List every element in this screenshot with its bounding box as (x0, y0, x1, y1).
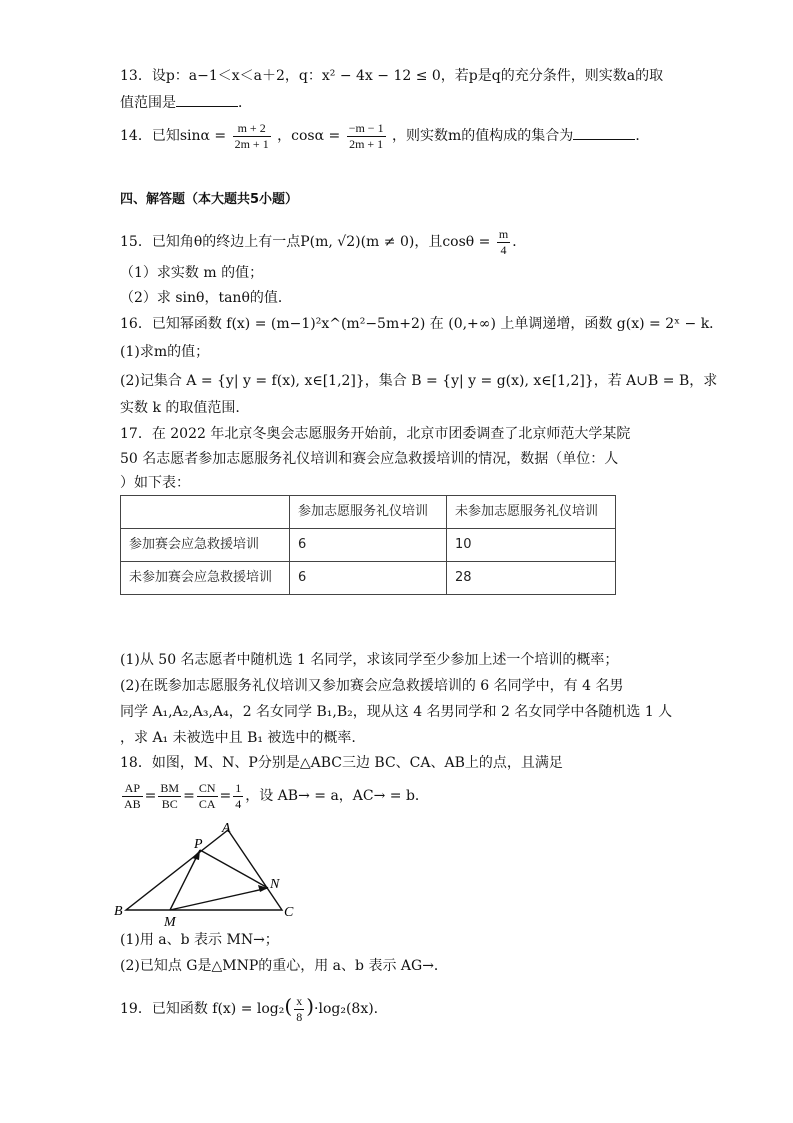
label-a: A (222, 821, 231, 836)
q17-part1: (1)从 50 名志愿者中随机选 1 名同学，求该同学至少参加上述一个培训的概率； (120, 652, 619, 668)
q14-frac2-den: 2m + 1 (349, 136, 384, 151)
table-cell: 10 (447, 529, 616, 562)
frac-den: CA (198, 796, 216, 811)
q14-frac-sin (233, 121, 271, 152)
table-row (121, 529, 616, 562)
q16-part2: (2)记集合 A = {y| y = f(x), x∈[1,2]}，集合 B = {y| y = g(x), x∈[1,2]}，若 A∪B = B，求 (120, 373, 718, 389)
q13-line1 (120, 66, 663, 86)
q18-frac-ap-ab (122, 781, 143, 812)
q14-answer-blank (573, 125, 635, 140)
q15-text: 15．已知角θ的终边上有一点P(m, √2)(m ≠ 0)，且cosθ = (120, 234, 491, 250)
q13-text: 13．设p：a−1＜x＜a＋2，q：x² − 4x − 12 ≤ 0，若p是q的充分条件，则实数a的取 (120, 68, 664, 84)
q13-text2: 值范围是 (120, 95, 176, 111)
q15-frac-den: 4 (500, 242, 507, 257)
q19-suffix: ·log₂(8x). (314, 1001, 379, 1017)
q15-frac-num: m (498, 226, 509, 241)
q16-line1: 16．已知幂函数 f(x) = (m−1)²x^(m²−5m+2) 在 (0,+∞) 上单调递增，函数 g(x) = 2ˣ − k． (120, 316, 724, 332)
q17-line3: ）如下表： (120, 475, 190, 491)
q19-frac (294, 994, 304, 1025)
section-title: 四、解答题（本大题共5小题） (120, 192, 299, 207)
q14-prefix: 14．已知sinα = (120, 128, 227, 144)
q15-frac (497, 227, 510, 258)
q16-part2b: 实数 k 的取值范围. (120, 400, 240, 416)
q16-part1: (1)求m的值； (120, 344, 210, 360)
frac-num: CN (198, 780, 216, 795)
q14-end: ． (635, 128, 650, 144)
table-cell: 未参加赛会应急救援培训 (121, 562, 290, 595)
frac-num: 1 (235, 780, 242, 795)
table-header-cell: 未参加志愿服务礼仪培训 (447, 496, 616, 529)
q19-prefix: 19．已知函数 f(x) = log₂ (120, 1001, 285, 1017)
frac-den: 4 (235, 796, 242, 811)
triangle-abc (126, 830, 282, 910)
table-cell: 参加赛会应急救援培训 (121, 529, 290, 562)
segment-mn (170, 888, 268, 910)
q17-data-table (120, 495, 616, 595)
q14-suffix: ，则实数m的值构成的集合为 (392, 128, 574, 144)
q18-frac-quarter (233, 781, 243, 812)
q15-part2: （2）求 sinθ，tanθ的值． (120, 290, 292, 306)
q18-part1: (1)用 a、b 表示 MN→； (120, 932, 279, 948)
q18-frac-cn-ca (197, 781, 218, 812)
segment-pn (200, 850, 268, 888)
q18-frac-bm-bc (158, 781, 181, 812)
q17-part2b: 同学 A₁,A₂,A₃,A₄，2 名女同学 B₁,B₂，现从这 4 名男同学和 2 名女同学中各随机选 1 人 (120, 704, 673, 720)
q14-frac2-num: −m − 1 (348, 120, 384, 135)
label-c: C (284, 905, 294, 920)
q15-end: ． (512, 234, 527, 250)
frac-num: BM (160, 780, 180, 795)
q17-part2a: (2)在既参加志愿服务礼仪培训又参加赛会应急救援培训的 6 名同学中，有 4 名男 (120, 678, 624, 694)
q18-tail: ，设 AB→ = a，AC→ = b． (245, 788, 429, 804)
label-m: M (164, 915, 176, 928)
q17-line1: 17．在 2022 年北京冬奥会志愿服务开始前，北京市团委调查了北京师范大学某院 (120, 426, 631, 442)
label-b: B (114, 904, 123, 919)
frac-den: BC (161, 796, 178, 811)
label-p: P (194, 837, 203, 852)
q15-part1: （1）求实数 m 的值； (120, 265, 264, 281)
table-row (121, 562, 616, 595)
frac-den: AB (124, 796, 141, 811)
table-cell: 28 (447, 562, 616, 595)
q19-paren-close: ) (306, 994, 315, 1018)
q13-line2 (120, 92, 252, 113)
table-header-row (121, 496, 616, 529)
label-n: N (270, 877, 280, 892)
q19-paren-open: ( (284, 994, 293, 1018)
frac-den: 8 (296, 1009, 303, 1024)
q17-line2: 50 名志愿者参加志愿服务礼仪培训和赛会应急救援培训的情况，数据（单位：人 (120, 451, 619, 467)
q14-frac1-den: 2m + 1 (234, 136, 269, 151)
q19-line (120, 988, 378, 1027)
q13-answer-blank (176, 92, 238, 107)
q13-end: ． (238, 95, 252, 111)
frac-num: x (296, 993, 303, 1008)
q18-line1: 18．如图，M、N、P分别是△ABC三边 BC、CA、AB上的点，且满足 (120, 755, 563, 771)
q14-line (120, 120, 649, 152)
q14-frac-cos (347, 121, 386, 152)
q18-part2: (2)已知点 G是△MNP的重心，用 a、b 表示 AG→． (120, 958, 448, 974)
q14-mid: ，cosα = (277, 128, 341, 144)
table-cell: 6 (290, 562, 447, 595)
q14-frac1-num: m + 2 (233, 121, 271, 137)
triangle-figure (112, 818, 302, 928)
q15-line (120, 226, 526, 258)
q18-line2: $\frac{AP}{AB}$ = $\frac{BM}{BC}$ = $\frac{CN}{CA}$ = $\frac{1}{4}$ ，设 AB→ = a，AC→ = b． (124, 780, 429, 811)
table-cell: 6 (290, 529, 447, 562)
frac-num: AP (122, 781, 143, 797)
table-header-cell: 参加志愿服务礼仪培训 (290, 496, 447, 529)
q17-part2c: ，求 A₁ 未被选中且 B₁ 被选中的概率. (120, 730, 356, 746)
table-header-cell (121, 496, 290, 529)
